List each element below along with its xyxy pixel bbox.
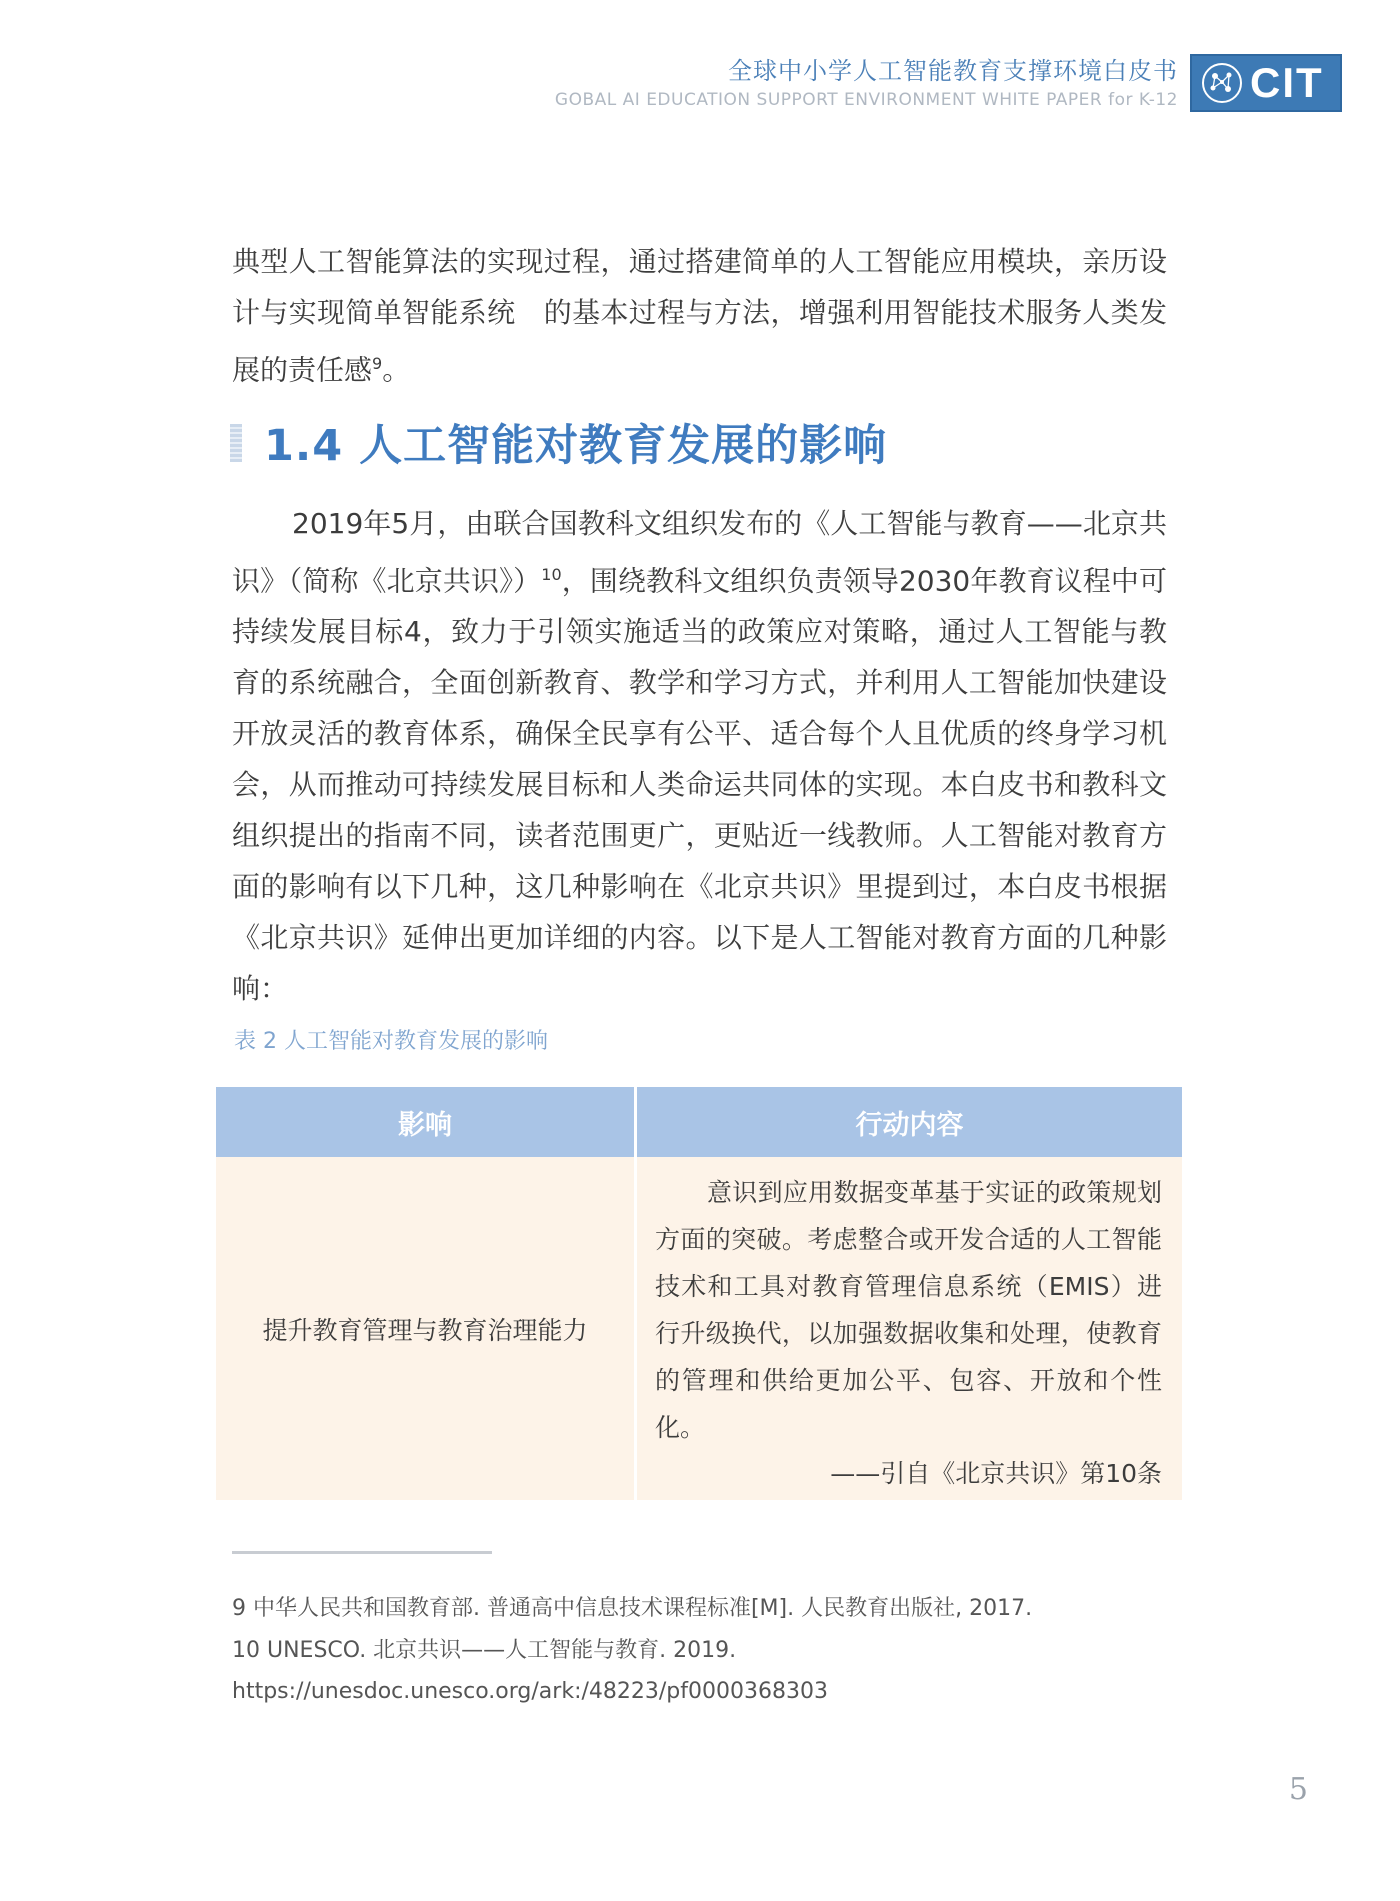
header-subtitle: GOBAL AI EDUCATION SUPPORT ENVIRONMENT WHITE PAPER for K-12 bbox=[554, 90, 1178, 110]
brain-icon bbox=[1200, 61, 1244, 105]
table-row bbox=[216, 1157, 1182, 1500]
action-citation: ——引自《北京共识》第10条 bbox=[830, 1459, 1162, 1488]
footnote-9: 9 中华人民共和国教育部. 普通高中信息技术课程标准[M]. 人民教育出版社, 2017. bbox=[232, 1596, 1033, 1621]
impact-table bbox=[216, 1087, 1182, 1500]
section-title: 1.4 人工智能对教育发展的影响 bbox=[264, 421, 888, 471]
page-number: 5 bbox=[1288, 1772, 1308, 1807]
header-text bbox=[555, 54, 1178, 112]
page-header bbox=[555, 52, 1342, 114]
body-paragraph bbox=[232, 498, 1167, 1014]
table-caption: 表 2 人工智能对教育发展的影响 bbox=[234, 1029, 548, 1054]
footnote-ref-9[interactable]: 9 bbox=[372, 354, 383, 373]
section-marker bbox=[230, 424, 242, 462]
body-part1: 2019年5月，由联合国教科文组织发布的《人工智能与教育——北京共识》（简称《北京共识》） bbox=[232, 507, 1167, 598]
footnote-ref-10[interactable]: 10 bbox=[541, 565, 562, 584]
action-content-text: 意识到应用数据变革基于实证的政策规划方面的突破。考虑整合或开发合适的人工智能技术和工具对教育管理信息系统（EMIS）进行升级换代，以加强数据收集和处理，使教育的管理和供给更加公平、包容、开放和个性化。 bbox=[655, 1178, 1162, 1442]
intro-tail: 。 bbox=[382, 353, 411, 387]
intro-text: 典型人工智能算法的实现过程，通过搭建简单的人工智能应用模块，亲历设计与实现简单智能系统 的基本过程与方法，增强利用智能技术服务人类发展的责任感 bbox=[232, 245, 1167, 387]
intro-paragraph bbox=[232, 236, 1167, 395]
table-cell-content bbox=[637, 1157, 1182, 1500]
table-header-action: 行动内容 bbox=[855, 1109, 964, 1141]
cit-logo bbox=[1190, 54, 1342, 112]
table-header-impact: 影响 bbox=[216, 1087, 637, 1157]
section-heading bbox=[230, 412, 887, 473]
table-cell-impact: 提升教育管理与教育治理能力 bbox=[216, 1157, 637, 1500]
body-part2: ，围绕教科文组织负责领导2030年教育议程中可持续发展目标4，致力于引领实施适当的政策应对策略，通过人工智能与教育的系统融合，全面创新教育、教学和学习方式，并利用人工智能加快建设开放灵活的教育体系，确保全民享有公平、适合每个人且优质的终身学习机会，从而推动可持续发展目标和人类命运共同体的实现。本白皮书和教科文组织提出的指南不同，读者范围更广，更贴近一线教师。人工智能对教育方面的影响有以下几种，这几种影响在《北京共识》里提到过，本白皮书根据《北京共识》延伸出更加详细的内容。以下是人工智能对教育方面的几种影响： bbox=[232, 564, 1167, 1006]
footnote-divider bbox=[232, 1551, 492, 1554]
footnote-10: 10 UNESCO. 北京共识——人工智能与教育. 2019. https://unesdoc.unesco.org/ark:/48223/pf0000368303 bbox=[232, 1638, 828, 1704]
table-header-row bbox=[216, 1087, 1182, 1157]
header-title: 全球中小学人工智能教育支撑环境白皮书 bbox=[728, 57, 1178, 85]
logo-text: CIT bbox=[1250, 59, 1324, 106]
